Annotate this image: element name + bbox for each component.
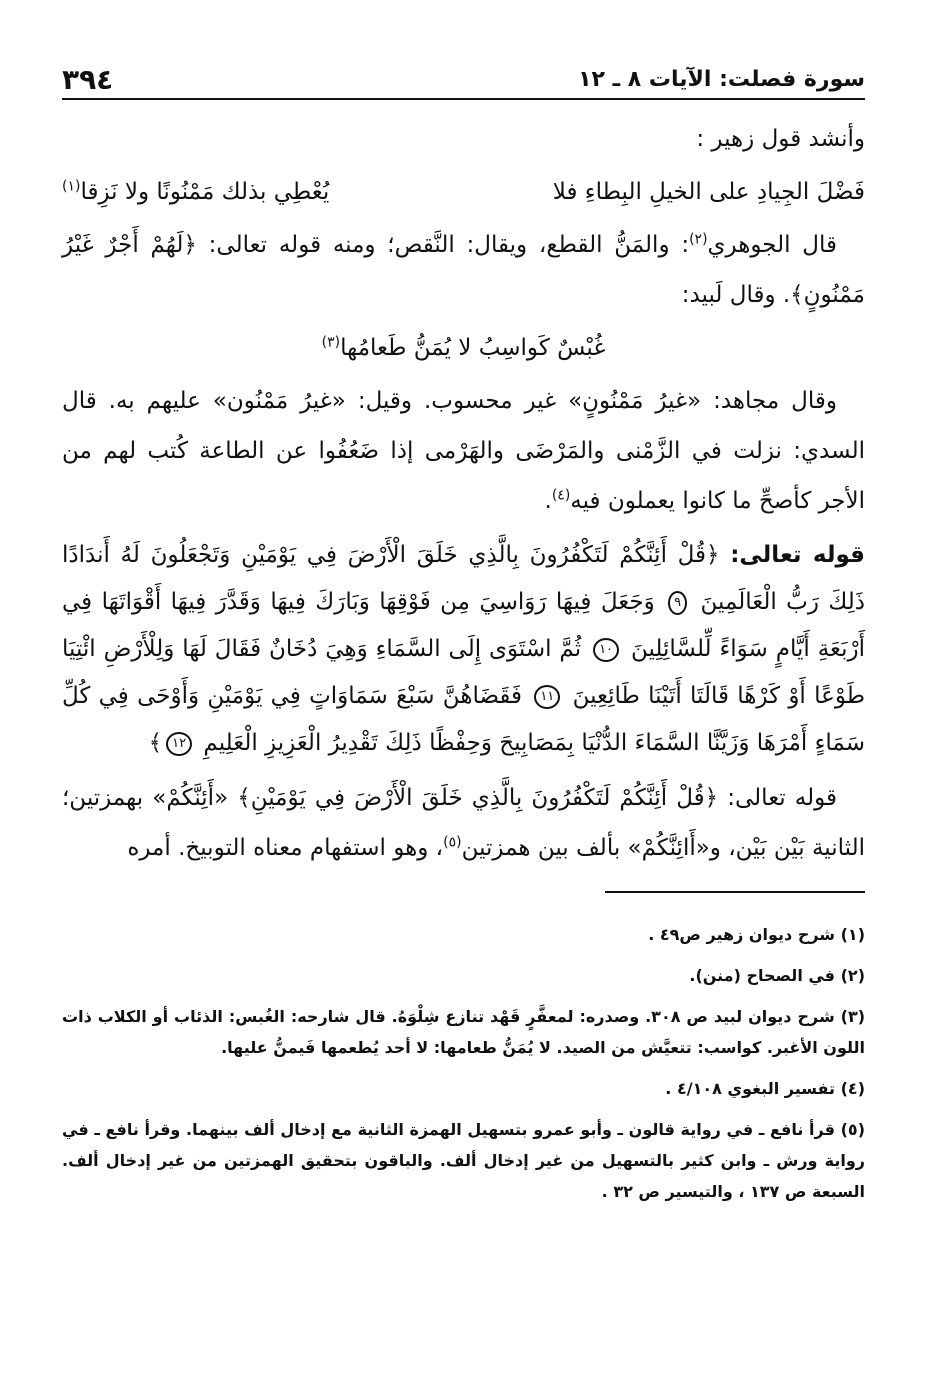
footnote-ref-2: (٢) (689, 231, 708, 248)
poem-labid-text: غُبْسٌ كَواسِبُ لا يُمَنُّ طَعامُها (340, 335, 606, 361)
footnote-5: (٥) قرأ نافع ـ في رواية قالون ـ وأبو عمرو بتسهيل الهمزة الثانية مع إدخال ألف بينهما. وقرأ نافع ـ في رواية ورش ـ وابن كثير بالتسهيل من غير إدخال ألف. والباقون بتحقيق الهمزتين من غير إدخال ألف. السبعة ص ١٣٧ ، والتيسير ص ٣٢ . (62, 1120, 865, 1201)
jawhari-text-b: : والمَنُّ القطع، ويقال: النَّقص؛ ومنه قوله تعالى: ﴿لَهُمْ أَجْرٌ غَيْرُ مَمْنُونٍ﴾. وقال لَبيد: (62, 232, 865, 308)
quran-close-bracket: ﴾ (148, 730, 163, 756)
poem-zuhair (62, 164, 865, 220)
footnote-divider (605, 891, 865, 893)
paragraph-commentary (62, 773, 865, 873)
ayah-marker-12: ١٢ (166, 732, 192, 756)
surah-title: سورة فصلت: الآيات ٨ ـ ١٢ (578, 67, 865, 92)
footnote-1: (١) شرح ديوان زهير ص٤٩ . (648, 925, 865, 944)
page-header (62, 58, 865, 100)
footnote-ref-5: (٥) (443, 834, 462, 851)
footnote-4: (٤) تفسير البغوي ٤/١٠٨ . (665, 1079, 865, 1098)
poem-labid (62, 320, 865, 376)
footnote-ref-3: (٣) (321, 334, 341, 351)
ayah-marker-10: ١٠ (593, 638, 619, 662)
poem-zuhair-hemistich-2: يُعْطِي بذلك مَمْنُونًا ولا نَزِقا (80, 179, 330, 205)
quran-passage (62, 532, 865, 767)
footnote-ref-4: (٤) (551, 487, 571, 504)
footnotes (62, 919, 865, 1207)
intro-text: وأنشد قول زهير : (696, 126, 865, 152)
quran-segment-2: وَجَعَلَ فِيهَا رَوَاسِيَ مِن فَوْقِهَا وَبَارَكَ فِيهَا وَقَدَّرَ فِيهَا أَقْوَاتَهَا فِي أَرْبَعَةِ أَيَّامٍ سَوَاءً لِّلسَّائِلِينَ (62, 589, 866, 662)
mujahid-text: وقال مجاهد: «غيرُ مَمْنُونٍ» غير محسوب. وقيل: «غيرُ مَمْنُون» عليهم به. قال السدي: نزلت في الزَّمْنى والمَرْضَى والهَرْمى إذا ضَعُفُوا عن الطاعة كُتب لهم من الأجر كأصحِّ ما كانوا يعملون فيه (62, 388, 865, 514)
paragraph-mujahid: وقال مجاهد: «غيرُ مَمْنُونٍ» غير محسوب. وقيل: «غيرُ مَمْنُون» عليهم به. قال السدي: نزلت في الزَّمْنى والمَرْضَى والهَرْمى إذا ضَعُفُوا عن الطاعة كُتب لهم من الأجر كأصحِّ ما كانوا يعملون فيه$^{(٤)}$. (62, 388, 865, 514)
poem-zuhair-hemistich-1: فَضْلَ الجِيادِ على الخيلِ البِطاءِ فلا (552, 179, 865, 205)
quran-segment-1: ﴿قُلْ أَئِنَّكُمْ لَتَكْفُرُونَ بِالَّذِي خَلَقَ الْأَرْضَ فِي يَوْمَيْنِ وَتَجْعَلُونَ لَهُ أَندَادًا ذَلِكَ رَبُّ الْعَالَمِينَ (62, 542, 865, 615)
quran-segment-3: ثُمَّ اسْتَوَى إِلَى السَّمَاءِ وَهِيَ دُخَانٌ فَقَالَ لَهَا وَلِلْأَرْضِ ائْتِيَا طَوْعًا أَوْ كَرْهًا قَالَتَا أَتَيْنَا طَائِعِينَ (62, 636, 866, 709)
commentary-text-a: قوله تعالى: ﴿قُلْ أَئِنَّكُمْ لَتَكْفُرُونَ بِالَّذِي خَلَقَ الْأَرْضَ فِي يَوْمَيْنِ﴾ «أَئِنَّكُمْ» بهمزتين؛ الثانية بَيْن بَيْن، و«أَائِنَّكُمْ» بألف بين همزتين (62, 785, 865, 861)
footnote-ref-1: (١) (62, 178, 81, 195)
quran-lead: قوله تعالى: (730, 542, 865, 568)
paragraph-jawhari (62, 220, 865, 320)
jawhari-text-a: قال الجوهري (707, 232, 837, 258)
footnote-3: (٣) شرح ديوان لبيد ص ٣٠٨. وصدره: لمعفَّرٍ قَهْد تنازع شِلْوَهُ. قال شارحه: الغُبس: الذئاب أو الكلاب ذات اللون الأغبر. كواسب: تتعيَّش من الصيد. لا يُمَنُّ طعامها: لا أحد يُطعمها فَيمنُّ عليها. (62, 1007, 866, 1057)
page-number: ٣٩٤ (62, 63, 114, 96)
quran-segment-4: فَقَضَاهُنَّ سَبْعَ سَمَاوَاتٍ فِي يَوْمَيْنِ وَأَوْحَى فِي كُلِّ سَمَاءٍ أَمْرَهَا وَزَيَّنَّا السَّمَاءَ الدُّنْيَا بِمَصَابِيحَ وَحِفْظًا ذَلِكَ تَقْدِيرُ الْعَزِيزِ الْعَلِيمِ (62, 683, 865, 756)
ayah-marker-9: ٩ (668, 591, 687, 615)
intro-line (62, 114, 865, 164)
commentary-text-b: ، وهو استفهام معناه التوبيخ. أمره (127, 835, 444, 861)
ayah-marker-11: ١١ (534, 685, 560, 709)
footnote-2: (٢) في الصحاح (منن). (689, 966, 865, 985)
